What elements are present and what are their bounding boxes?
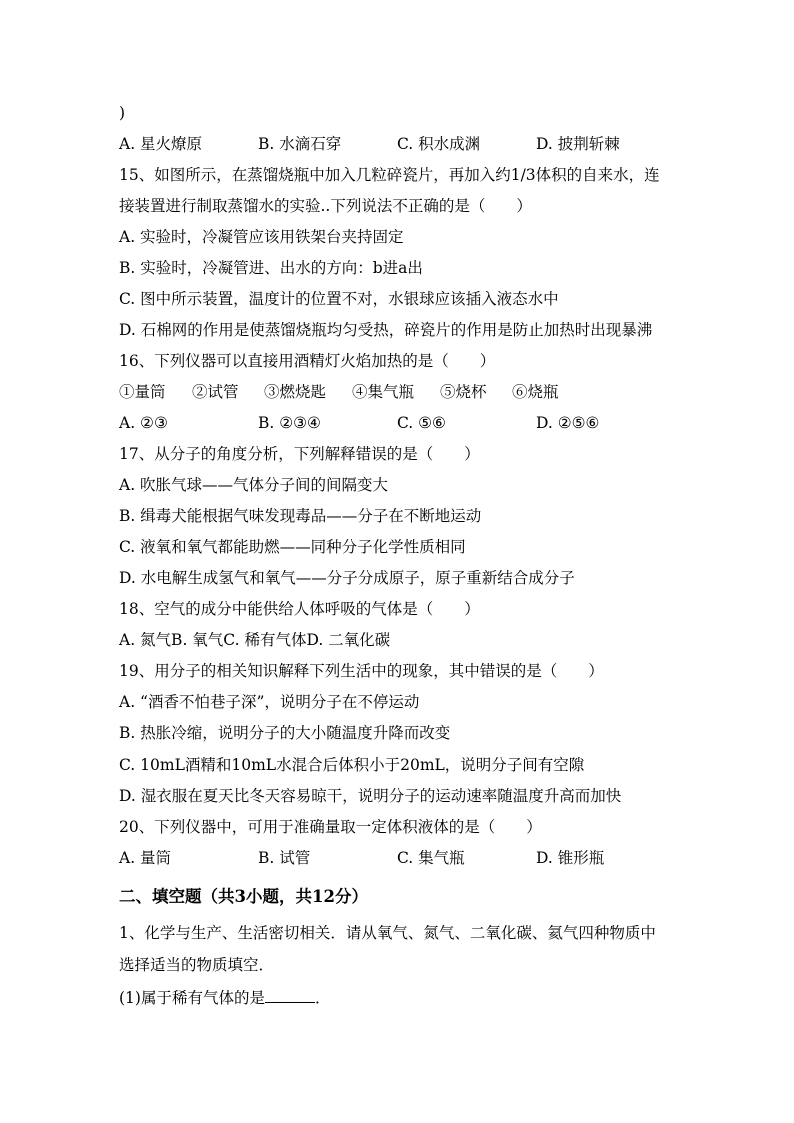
q19-option-a: A. “酒香不怕巷子深”，说明分子在不停运动: [119, 693, 420, 711]
q14-option-a: A. 星火燎原: [119, 135, 203, 153]
q15-stem-line1: 15、如图所示，在蒸馏烧瓶中加入几粒碎瓷片，再加入约1/3体积的自来水，连: [119, 166, 660, 184]
q18-stem: 18、空气的成分中能供给人体呼吸的气体是（ ）: [119, 600, 480, 618]
s2-q1-sub1-suffix: ．: [314, 989, 331, 1007]
q20-option-a: A. 量筒: [119, 849, 172, 867]
q20-stem: 20、下列仪器中，可用于准确量取一定体积液体的是（ ）: [119, 818, 542, 836]
answer-blank[interactable]: [265, 986, 315, 1003]
section-heading: 二、填空题（共3小题，共12分）: [119, 887, 368, 906]
q20-option-d: D. 锥形瓶: [536, 849, 605, 867]
s2-q1-stem-line2: 选择适当的物质填空．: [119, 956, 275, 974]
q19-option-c: C. 10mL酒精和10mL水混合后体积小于20mL，说明分子间有空隙: [119, 756, 585, 774]
q17-option-b: B. 缉毒犬能根据气味发现毒品——分子在不断地运动: [119, 507, 482, 525]
q16-item-6: ⑥烧瓶: [512, 383, 559, 401]
q14-option-d: D. 披荆斩棘: [536, 135, 620, 153]
q16-item-3: ③燃烧匙: [264, 383, 327, 401]
s2-q1-stem-line1: 1、化学与生产、生活密切相关．请从氧气、氮气、二氧化碳、氦气四种物质中: [119, 924, 656, 942]
q16-option-a: A. ②③: [119, 414, 168, 432]
q17-option-c: C. 液氧和氧气都能助燃——同种分子化学性质相同: [119, 538, 466, 556]
q20-option-c: C. 集气瓶: [397, 849, 465, 867]
q14-stem-tail: ): [119, 104, 126, 122]
q15-option-b: B. 实验时，冷凝管进、出水的方向：b进a出: [119, 259, 423, 277]
q16-item-5: ⑤烧杯: [440, 383, 487, 401]
q19-stem: 19、用分子的相关知识解释下列生活中的现象，其中错误的是（ ）: [119, 662, 604, 680]
q19-option-b: B. 热胀冷缩，说明分子的大小随温度升降而改变: [119, 724, 451, 742]
q15-option-a: A. 实验时，冷凝管应该用铁架台夹持固定: [119, 228, 404, 246]
q16-option-b: B. ②③④: [258, 414, 321, 432]
q16-stem: 16、下列仪器可以直接用酒精灯火焰加热的是（ ）: [119, 352, 496, 370]
s2-q1-sub1: [119, 986, 330, 1009]
q17-option-d: D. 水电解生成氢气和氧气——分子分成原子，原子重新结合成分子: [119, 569, 575, 587]
q15-option-d: D. 石棉网的作用是使蒸馏烧瓶均匀受热，碎瓷片的作用是防止加热时出现暴沸: [119, 321, 653, 339]
q16-option-d: D. ②⑤⑥: [536, 414, 600, 432]
q16-item-4: ④集气瓶: [352, 383, 415, 401]
q15-stem-line2: 接装置进行制取蒸馏水的实验..下列说法不正确的是（ ）: [119, 197, 532, 215]
q17-option-a: A. 吹胀气球——气体分子间的间隔变大: [119, 476, 389, 494]
q17-stem: 17、从分子的角度分析，下列解释错误的是（ ）: [119, 445, 480, 463]
q18-options: A. 氮气B. 氧气C. 稀有气体D. 二氧化碳: [119, 631, 391, 649]
q16-option-c: C. ⑤⑥: [397, 414, 446, 432]
q20-option-b: B. 试管: [258, 849, 311, 867]
q16-item-1: ①量筒: [119, 383, 166, 401]
q16-item-2: ②试管: [192, 383, 239, 401]
q15-option-c: C. 图中所示装置，温度计的位置不对，水银球应该插入液态水中: [119, 290, 559, 308]
q14-option-b: B. 水滴石穿: [258, 135, 342, 153]
q14-option-c: C. 积水成渊: [397, 135, 481, 153]
q19-option-d: D. 湿衣服在夏天比冬天容易晾干，说明分子的运动速率随温度升高而加快: [119, 787, 622, 805]
s2-q1-sub1-prefix: (1)属于稀有气体的是: [119, 989, 265, 1007]
